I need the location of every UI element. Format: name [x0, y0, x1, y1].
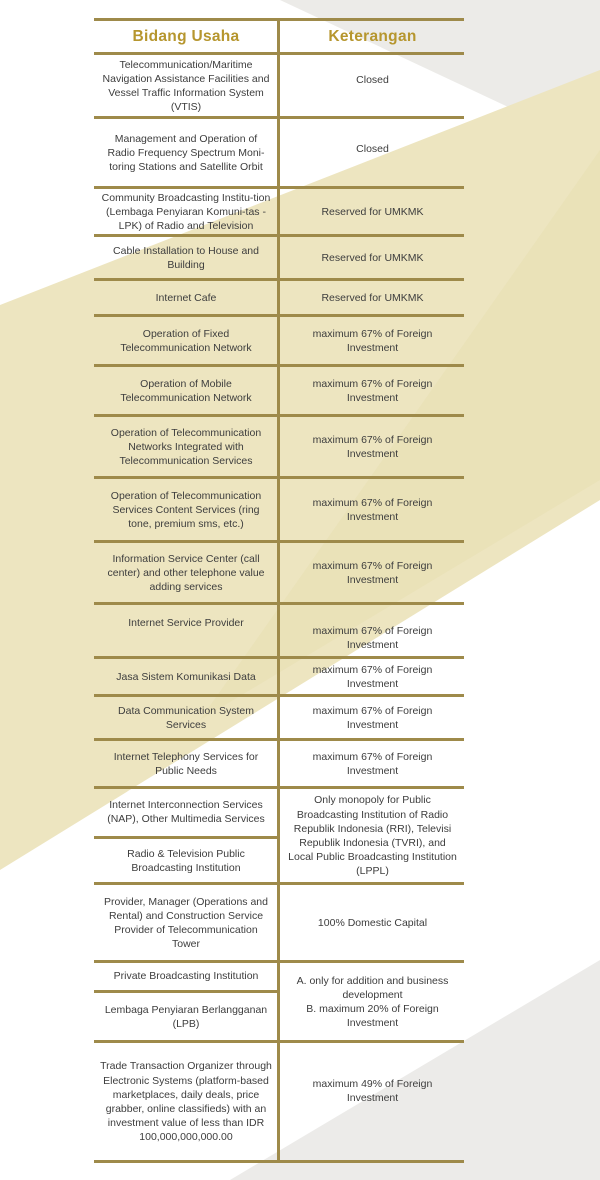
- row-mobile-network-keterangan: maximum 67% of Foreign Investment: [312, 377, 433, 404]
- row-fixed-network-bidang: Operation of Fixed Telecommunication Network: [120, 327, 252, 354]
- note-a: A. only for addition and business development: [296, 974, 449, 1001]
- row-nap-bidang: Internet Interconnection Services (NAP), Other Multimedia Services: [107, 798, 265, 825]
- row-private-broadcasting-bidang: Private Broadcasting Institution: [113, 969, 259, 982]
- row-cable-keterangan: Reserved for UMKMK: [321, 251, 424, 264]
- row-data-comm-keterangan: maximum 67% of Foreign Investment: [312, 704, 433, 731]
- row-integrated-network-keterangan: maximum 67% of Foreign Investment: [312, 433, 433, 460]
- row-lpk-bidang: Community Broadcasting Institu-tion (Lembaga Penyiaran Komuni-tas - LPK) of Radio and Television: [101, 191, 271, 233]
- row-spectrum-bidang: Management and Operation of Radio Frequency Spectrum Moni-toring Stations and Satellite Orbit: [107, 132, 265, 174]
- row-ecommerce-keterangan: maximum 49% of Foreign Investment: [312, 1078, 433, 1105]
- row-isp-keterangan: maximum 67% of Foreign Investment: [312, 624, 433, 651]
- row-data-comm-id-keterangan: maximum 67% of Foreign Investment: [312, 663, 433, 690]
- row-call-center-keterangan: maximum 67% of Foreign Investment: [312, 559, 433, 586]
- row-call-center-bidang: Information Service Center (call center) and other telephone value adding services: [107, 552, 265, 594]
- row-data-comm-id-bidang: Jasa Sistem Komunikasi Data: [116, 670, 256, 683]
- table-bottom-rule: [94, 1160, 464, 1163]
- row-lpk-keterangan: Reserved for UMKMK: [321, 205, 424, 218]
- row-broadcast-keterangan: Only monopoly for Public Broadcasting Institution of Radio Republik Indonesia (RRI), Televisi Republik Indonesia (TVRI), and Local Public Broadcasting Institution (LPPL): [288, 794, 457, 878]
- row-lpb-bidang: Lembaga Penyiaran Berlangganan (LPB): [104, 1003, 268, 1030]
- row-content-services-keterangan: maximum 67% of Foreign Investment: [312, 496, 433, 523]
- row-vtis-bidang: Telecommunication/Maritime Navigation Assistance Facilities and Vessel Traffic Information System (VTIS): [102, 58, 270, 114]
- note-b: B. maximum 20% of Foreign Investment: [306, 1003, 439, 1030]
- row-fixed-network-keterangan: maximum 67% of Foreign Investment: [312, 327, 433, 354]
- row-tower-bidang: Provider, Manager (Operations and Rental) and Construction Service Provider of Telecommunication Tower: [103, 895, 268, 951]
- row-vtis-keterangan: Closed: [356, 73, 389, 86]
- row-telephony-keterangan: maximum 67% of Foreign Investment: [312, 750, 433, 777]
- row-ecommerce-bidang: Trade Transaction Organizer through Electronic Systems (platform-based marketplaces, daily deals, price grabber, online classifieds) with an investment value of less than IDR 100,000,000,000.00: [100, 1060, 272, 1144]
- row-public-broadcasting-bidang: Radio & Television Public Broadcasting Institution: [127, 847, 245, 874]
- row-private-keterangan: [281, 963, 464, 1041]
- row-internet-cafe-bidang: Internet Cafe: [155, 291, 217, 304]
- row-isp-bidang: Internet Service Provider: [128, 616, 244, 629]
- row-content-services-bidang: Operation of Telecommunication Services Content Services (ring tone, premium sms, etc.): [110, 489, 262, 531]
- row-internet-cafe-keterangan: Reserved for UMKMK: [321, 291, 424, 304]
- row-cable-bidang: Cable Installation to House and Building: [113, 244, 259, 271]
- header-keterangan: Keterangan: [328, 27, 417, 45]
- row-integrated-network-bidang: Operation of Telecommunication Networks Integrated with Telecommunication Services: [110, 426, 262, 468]
- row-spectrum-keterangan: Closed: [356, 142, 389, 155]
- row-mobile-network-bidang: Operation of Mobile Telecommunication Network: [120, 377, 252, 404]
- row-tower-keterangan: 100% Domestic Capital: [317, 916, 428, 929]
- header-bidang-usaha: Bidang Usaha: [132, 27, 240, 45]
- row-telephony-bidang: Internet Telephony Services for Public Needs: [113, 750, 259, 777]
- row-data-comm-bidang: Data Communication System Services: [118, 704, 254, 731]
